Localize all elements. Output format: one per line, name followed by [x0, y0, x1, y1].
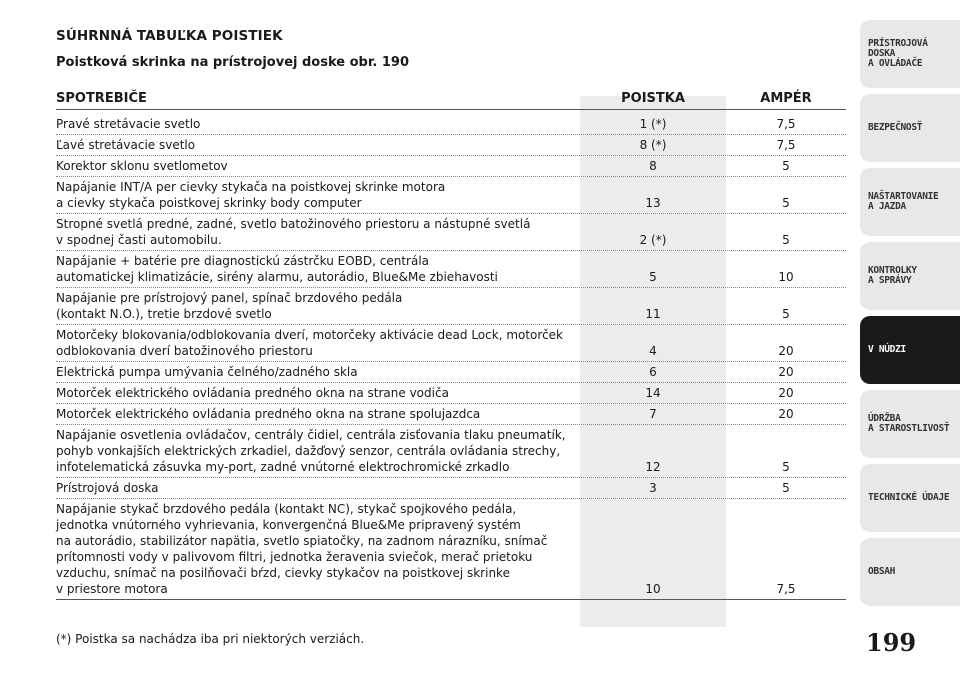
fuse-cell: 13 [645, 196, 661, 210]
fuse-cell: 4 [649, 344, 657, 358]
amp-cell: 7,5 [776, 582, 796, 596]
side-navigation [860, 20, 960, 612]
consumer-cell: Napájanie pre prístrojový panel, spínač brzdového pedála (kontakt N.O.), tretie brzdové svetlo [56, 291, 403, 321]
page-title: SÚHRNNÁ TABUĽKA POISTIEK [56, 28, 283, 44]
table-row [56, 325, 846, 362]
consumer-cell: Napájanie + batérie pre diagnostickú zástrčku EOBD, centrála automatickej klimatizácie, sirény alarmu, autorádio, Blue&Me zbiehavosti [56, 254, 498, 284]
table-row [56, 383, 846, 404]
consumer-cell: Elektrická pumpa umývania čelného/zadného skla [56, 365, 358, 379]
header-divider [56, 109, 846, 110]
fuse-cell: 8 (*) [639, 138, 667, 152]
consumer-cell: Napájanie stykač brzdového pedála (kontakt NC), stykač spojkového pedála, jednotka vnútorného vyhrievania, konvergenčná Blue&Me pripravený systém na autorádio, stabilizátor napätia, svetlo spiatočky, na zadnom nárazníku, snímač prítomnosti vody v palivovom filtri, jednotka žeravenia sviečok, merač prietoku vzduchu, snímač na posilňovači bŕzd, cievky stykačov na poistkovej skrinke v priestore motora [56, 502, 548, 596]
side-tab[interactable]: ÚDRŽBA A STAROSTLIVOSŤ [860, 390, 960, 458]
fuse-cell: 2 (*) [639, 233, 667, 247]
amp-cell: 7,5 [776, 117, 796, 131]
side-tab[interactable]: V NÚDZI [860, 316, 960, 384]
consumer-cell: Napájanie INT/A per cievky stykača na poistkovej skrinke motora a cievky stykača poistkovej skrinky body computer [56, 180, 446, 210]
fuse-cell: 12 [645, 460, 661, 474]
table-row [56, 478, 846, 499]
amp-cell: 5 [782, 159, 790, 173]
amp-cell: 5 [782, 196, 790, 210]
header-consumer: SPOTREBIČE [56, 91, 147, 106]
table-row [56, 499, 846, 600]
consumer-cell: Motorčeky blokovania/odblokovania dverí, motorčeky aktivácie dead Lock, motorček odblokovania dverí batožinového priestoru [56, 328, 563, 358]
footnote: (*) Poistka sa nachádza iba pri niektorých verziách. [56, 632, 365, 646]
fuse-cell: 10 [645, 582, 661, 596]
header-fuse: POISTKA [621, 91, 685, 106]
fuse-cell: 14 [645, 386, 661, 400]
table-row [56, 114, 846, 135]
fuse-table [56, 114, 846, 600]
fuse-cell: 11 [645, 307, 661, 321]
section-subtitle: Poistková skrinka na prístrojovej doske obr. 190 [56, 55, 410, 70]
consumer-cell: Pravé stretávacie svetlo [56, 117, 201, 131]
fuse-cell: 3 [649, 481, 657, 495]
table-row [56, 177, 846, 214]
table-row [56, 288, 846, 325]
side-tab[interactable]: BEZPEČNOSŤ [860, 94, 960, 162]
consumer-cell: Ľavé stretávacie svetlo [56, 138, 196, 152]
fuse-cell: 5 [649, 270, 657, 284]
table-row [56, 404, 846, 425]
fuse-cell: 8 [649, 159, 657, 173]
amp-cell: 20 [778, 344, 794, 358]
table-row [56, 251, 846, 288]
consumer-cell: Motorček elektrického ovládania predného okna na strane vodiča [56, 386, 449, 400]
side-tab[interactable]: KONTROLKY A SPRÁVY [860, 242, 960, 310]
amp-cell: 7,5 [776, 138, 796, 152]
side-tab[interactable]: TECHNICKÉ ÚDAJE [860, 464, 960, 532]
header-amp: AMPÉR [760, 91, 812, 106]
table-row [56, 135, 846, 156]
amp-cell: 20 [778, 386, 794, 400]
amp-cell: 20 [778, 407, 794, 421]
fuse-cell: 7 [649, 407, 657, 421]
consumer-cell: Motorček elektrického ovládania predného okna na strane spolujazdca [56, 407, 481, 421]
consumer-cell: Korektor sklonu svetlometov [56, 159, 228, 173]
amp-cell: 5 [782, 481, 790, 495]
amp-cell: 5 [782, 307, 790, 321]
amp-cell: 10 [778, 270, 794, 284]
consumer-cell: Stropné svetlá predné, zadné, svetlo batožinového priestoru a nástupné svetlá v spodnej časti automobilu. [56, 217, 531, 247]
side-tab[interactable]: OBSAH [860, 538, 960, 606]
table-row [56, 156, 846, 177]
amp-cell: 5 [782, 460, 790, 474]
fuse-cell: 6 [649, 365, 657, 379]
side-tab[interactable]: NAŠTARTOVANIE A JAZDA [860, 168, 960, 236]
table-row [56, 214, 846, 251]
amp-cell: 5 [782, 233, 790, 247]
table-row [56, 425, 846, 478]
consumer-cell: Prístrojová doska [56, 481, 159, 495]
table-row [56, 362, 846, 383]
amp-cell: 20 [778, 365, 794, 379]
fuse-cell: 1 (*) [639, 117, 667, 131]
consumer-cell: Napájanie osvetlenia ovládačov, centrály čidiel, centrála zisťovania tlaku pneumatík, pohyb vonkajších elektrických zrkadiel, dažďový senzor, centrála ovládania strechy, infotelematická zásuvka my-port, zadné vnútorné elektrochromické zrkadlo [56, 428, 566, 474]
page-number: 199 [866, 628, 917, 657]
side-tab[interactable]: PRÍSTROJOVÁ DOSKA A OVLÁDAČE [860, 20, 960, 88]
